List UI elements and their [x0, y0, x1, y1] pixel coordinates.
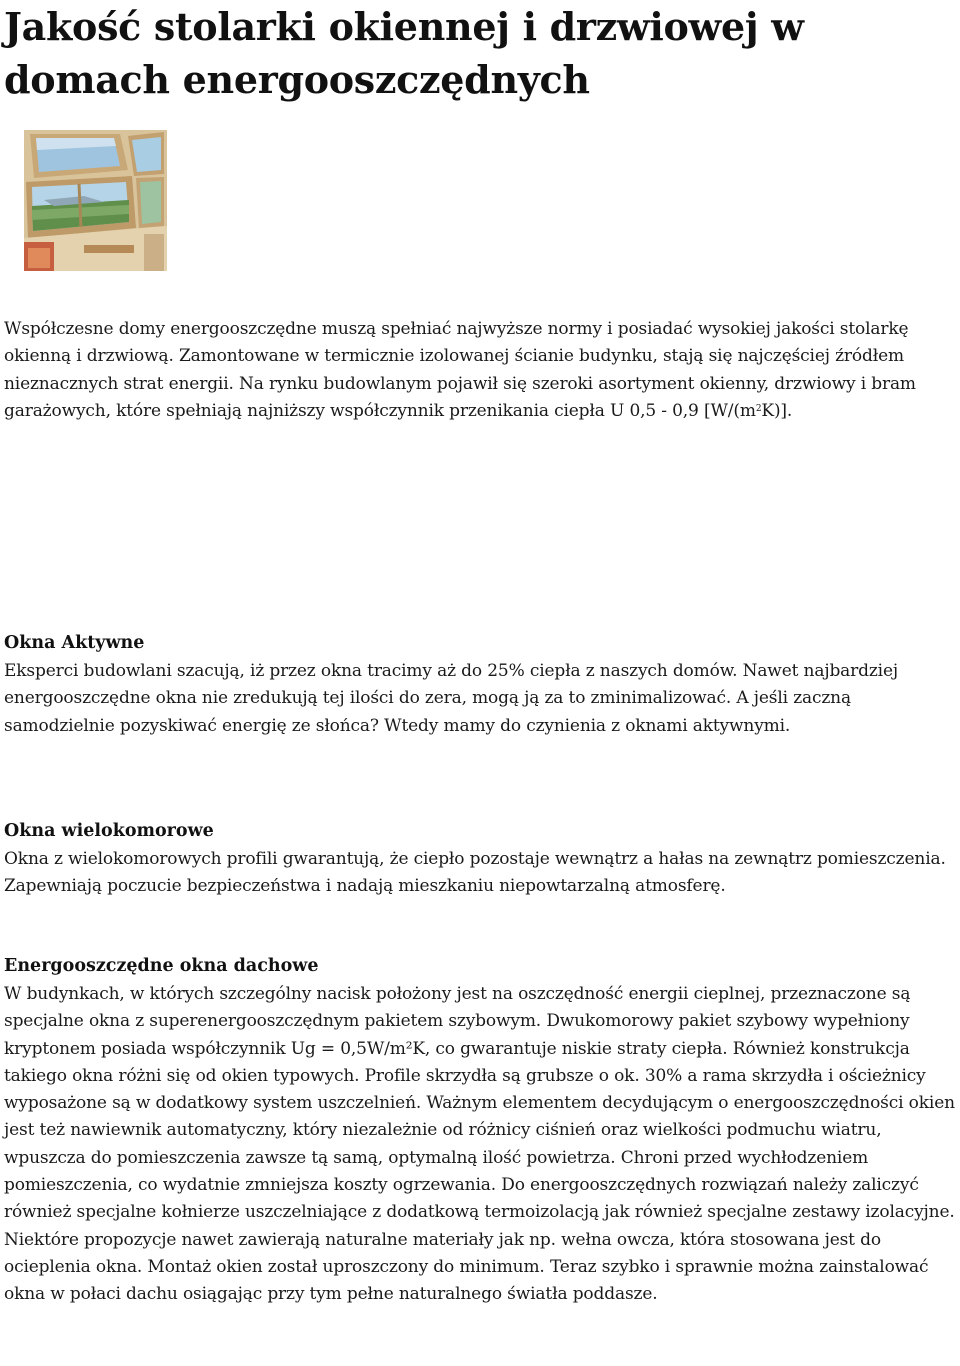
- intro-paragraph: [4, 316, 960, 425]
- intro-text: Współczesne domy energooszczędne muszą spełniać najwyższe normy i posiadać wysokiej jakości stolarkę okienną i drzwiową. Zamontowane w termicznie izolowanej ścianie budynku, stają się najczęściej źródłem nieznacznych strat energii. Na rynku budowlanym pojawił się szeroki asortyment okienny, drzwiowy i bram garażowych, które spełniają najniższy współczynnik przenikania ciepła U 0,5 - 0,9 [W/(m: [4, 319, 916, 421]
- section-text-okna-aktywne: Eksperci budowlani szacują, iż przez okna tracimy aż do 25% ciepła z naszych domów. Nawet najbardziej energooszczędne okna nie zredukują tej ilości do zera, mogą ją za to zminimalizować. A jeśli zaczną samodzielnie pozyskiwać energię ze słońca? Wtedy mamy do czynienia z oknami aktywnymi.: [4, 661, 899, 736]
- section-text-okna-dachowe: W budynkach, w których szczególny nacisk położony jest na oszczędność energii cieplnej, przeznaczone są specjalne okna z superenergooszczędnym pakietem szybowym. Dwukomorowy pakiet szybowy wypełniony kryptonem posiada współczynnik Ug = 0,5W/m²K, co gwarantuje niskie straty ciepła. Również konstrukcja takiego okna różni się od okien typowych. Profile skrzydła są grubsze o ok. 30% a rama skrzydła i ościeżnicy wyposażone są w dodatkowy system uszczelnień. Ważnym elementem decydującym o energooszczędności okien jest też nawiewnik automatyczny, który niezależnie od różnicy ciśnień oraz wielkości podmuchu wiatru, wpuszcza do pomieszczenia zawsze tą samą, optymalną ilość powietrza. Chroni przed wychłodzeniem pomieszczenia, co wydatnie zmniejsza koszty ogrzewania. Do energooszczędnych rozwiązań należy zaliczyć również specjalne kołnierze uszczelniające z dodatkową termoizolacją jak również specjalne zestawy izolacyjne. Niektóre propozycje nawet zawierają naturalne materiały jak np. wełna owcza, która stosowana jest do ocieplenia okna. Montaż okien został uproszczony do minimum. Teraz szybko i sprawnie można zainstalować okna w połaci dachu osiągając przy tym pełne naturalnego światła poddasze.: [4, 984, 955, 1305]
- section-text-okna-wielokomorowe: Okna z wielokomorowych profili gwarantują, że ciepło pozostaje wewnątrz a hałas na zewnątrz pomieszczenia. Zapewniają poczucie bezpieczeństwa i nadają mieszkaniu niepowtarzalną atmosferę.: [4, 849, 946, 897]
- section-heading-okna-dachowe: Energooszczędne okna dachowe: [4, 956, 319, 976]
- roof-window-photo: [24, 130, 167, 271]
- section-heading-okna-wielokomorowe: Okna wielokomorowe: [4, 821, 214, 841]
- roof-window-image: [24, 130, 167, 271]
- section-heading-okna-aktywne: Okna Aktywne: [4, 633, 145, 653]
- article-title: Jakość stolarki okiennej i drzwiowej w domach energooszczędnych: [4, 4, 804, 102]
- superscript-exponent: 2: [755, 403, 762, 414]
- intro-text-end: K)].: [761, 400, 793, 421]
